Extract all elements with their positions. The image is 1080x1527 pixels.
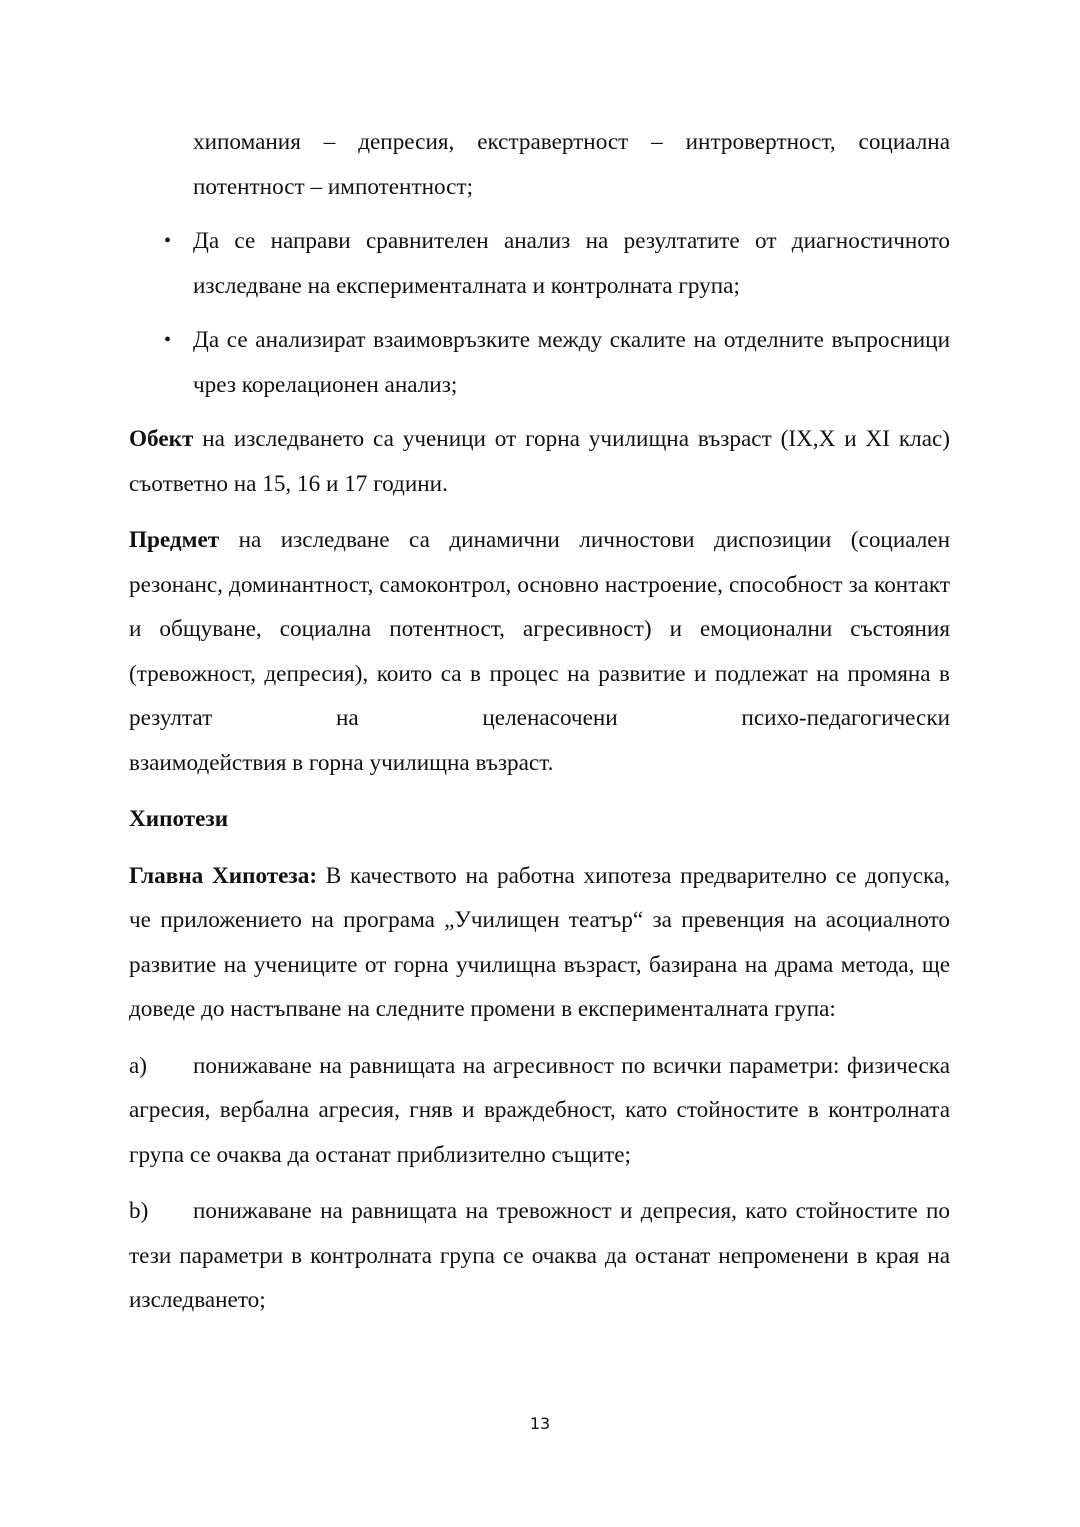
continuation-paragraph: хипомания – депресия, екстравертност – интровертност, социална потентност – импотентност; xyxy=(193,129,950,200)
section-heading: Хипотези xyxy=(129,806,229,832)
bullet-text: Да се направи сравнителен анализ на резултатите от диагностичното изследване на експерименталната и контролната група; xyxy=(193,228,950,299)
item-label: b) xyxy=(129,1198,149,1224)
page-content xyxy=(129,120,950,1335)
main-hypothesis-text: В качеството на работна хипотеза предварително се допуска, че приложението на програма „Училищен театър“ за превенция на асоциалното развитие на учениците от горна училищна възраст, базирана на драма метода, ще доведе до настъпване на следните промени в експерименталната група: xyxy=(129,862,950,1022)
bullet-item xyxy=(129,219,950,308)
subject-text: на изследване са динамични личностови диспозиции (социален резонанс, доминантност, самоконтрол, основно настроение, способност за контакт и общуване, социална потентност, агресивност) и емоционални състояния (тревожност, депресия), които са в процес на развитие и подлежат на промяна в резултат на целенасочени психо-педагогически xyxy=(129,527,950,731)
hypothesis-item-a xyxy=(129,1044,950,1178)
main-hypothesis-paragraph xyxy=(129,854,950,1032)
object-text: на изследването са ученици от горна училищна възраст (IX,X и XI клас) съответно на 15, 16 и 17 години. xyxy=(129,426,950,497)
subject-label: Предмет xyxy=(129,527,220,553)
subject-paragraph xyxy=(129,518,950,741)
bullet-text: Да се анализират взаимовръзките между скалите на отделните въпросници чрез корелационен анализ; xyxy=(193,327,950,398)
bullet-list xyxy=(129,219,950,407)
bullet-icon: • xyxy=(164,230,172,252)
item-text: понижаване на равнищата на тревожност и депресия, като стойностите по тези параметри в контролната група се очаква да останат непроменени в края на изследването; xyxy=(129,1198,950,1313)
bullet-item xyxy=(129,318,950,407)
object-paragraph xyxy=(129,417,950,506)
bullet-icon: • xyxy=(164,329,172,351)
main-hypothesis-label: Главна Хипотеза: xyxy=(129,862,318,889)
page-number: 13 xyxy=(529,1414,551,1433)
subject-paragraph-end: взаимодействия в горна училищна възраст. xyxy=(129,749,554,776)
item-text: понижаване на равнищата на агресивност по всички параметри: физическа агресия, вербална агресия, гняв и враждебност, като стойностите в контролната група се очаква да останат приблизително същите; xyxy=(129,1052,950,1168)
hypothesis-item-b xyxy=(129,1189,950,1323)
object-label: Обект xyxy=(129,426,194,452)
item-label: a) xyxy=(129,1052,148,1079)
